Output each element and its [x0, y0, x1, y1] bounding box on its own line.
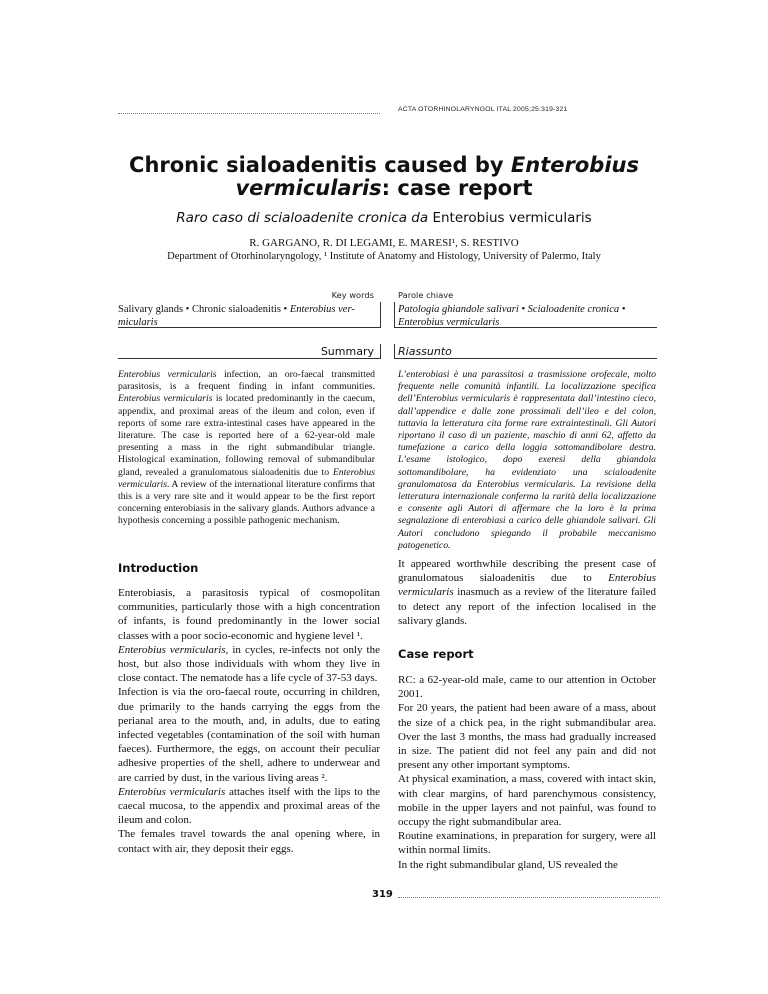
- riassunto-underline: [394, 358, 657, 359]
- case-report-paragraph: For 20 years, the patient had been aware of a mass, about the size of a chick pea, in the right submandibular area. Over the last 3 months, the mass had gradually increased in size. The patient did not feel any pain and did not present any other important symptoms.: [398, 702, 656, 772]
- article-title: Chronic sialoadenitis caused by Enterobius vermicularis: case report: [129, 153, 639, 200]
- summary-bracket: [380, 344, 381, 359]
- summary-en: [118, 369, 375, 528]
- header-rule: [118, 113, 380, 114]
- footer-rule: [398, 897, 660, 898]
- affiliation: Department of Otorhinolaryngology, ¹ Institute of Anatomy and Histology, University of Palermo, Italy: [167, 251, 601, 262]
- page-number: 319: [372, 889, 393, 900]
- summary-underline: [118, 358, 381, 359]
- summary-label: Summary: [320, 345, 374, 358]
- journal-reference: ACTA OTORHINOLARYNGOL ITAL 2005;25:319-321: [398, 106, 568, 113]
- riassunto-label: Riassunto: [398, 345, 452, 358]
- summary-en-seg: Enterobius vermicularis infection, an oro-faecal transmitted parasitosis, is a frequent finding in infant communities. Enterobius vermicularis is located predominantly in the caecum, appendix, and proximal areas of the ileum and colon, even if reports of some rare extra-intestinal cases have appeared in the literature. The case is reported here of a 62-year-old male presenting a mass in the right submandibular triangle. Histological examination, following removal of submandibular gland, revealed a granulomatous sialoadenitis due to Enterobius vermicularis. A review of the international literature confirms that this is a very rare site and it would appear to be the first report concerning enterobiasis in the salivary glands. Authors advance a hypothesis concerning a possible pathogenic mechanism.: [118, 369, 375, 527]
- keywords-en: Salivary glands • Chronic sialoadenitis • Enterobius ver- micularis: [118, 304, 355, 328]
- authors: R. GARGANO, R. DI LEGAMI, E. MARESI¹, S. RESTIVO: [249, 237, 519, 249]
- introduction-paragraph: Enterobius vermicularis attaches itself with the lips to the caecal mucosa, to the appendix and proximal areas of the ileum and colon.: [118, 785, 380, 827]
- introduction-body: [118, 586, 380, 856]
- introduction-paragraph: Infection is via the oro-faecal route, occurring in children, due primarily to the hands carrying the eggs from the perianal area to the mouth, and, in adults, due to eating infected vegetables (contamination of the soil with human faeces). Furthermore, the eggs, on account their peculiar adhesive properties of the shell, adhere to underwear and are carried by dust, in the various living areas ².: [118, 686, 380, 784]
- keywords-it: Patologia ghiandole salivari • Scialoadenite cronica • Enterobius vermicularis: [398, 304, 626, 328]
- case-report-body: [398, 673, 656, 872]
- introduction-paragraph: Enterobius vermicularis, in cycles, re-infects not only the host, but also those individuals with whom they live in close contact. The nematode has a life cycle of 37-53 days.: [118, 643, 380, 685]
- keywords-label-en: Key words: [331, 290, 374, 300]
- riassunto-bracket: [394, 344, 395, 359]
- summary-it: L’enterobiasi è una parassitosi a trasmissione orofecale, molto frequente nelle comunità infantili. La localizzazione specifica dell’Enterobius vermicularis è rappresentata dall’intestino cieco, dall’appendice e dalle zone prossimali dell’ileo e del colon, tuttavia la letteratura cita forme rare extraintestinali. Gli Autori riportano il caso di un paziente, maschio di anni 62, affetto da tumefazione a carico della loggia sottomandibolare destra. L’esame istologico, dopo exeresi della ghiandola sottomandibolare, ha evidenziato una scialoadenite granulomatosa da Enterobius vermicularis. La revisione della letteratura internazionale conferma la rarità della localizzazione e consente agli Autori di affermare che la loro è la prima segnalazione di enterobiasi a carico delle ghiandole salivari. Gli Autori concludono spiegando il probabile meccanismo patogenetico.: [398, 369, 656, 551]
- introduction-paragraph: The females travel towards the anal opening where, in contact with air, they deposit their eggs.: [118, 828, 380, 855]
- case-report-paragraph: At physical examination, a mass, covered with intact skin, with clear margins, of hard parenchymous consistency, mobile in the upper layers and not painful, was found to occupy the right submandibular area.: [398, 773, 656, 829]
- introduction-heading: Introduction: [118, 561, 199, 575]
- article-subtitle: Raro caso di scialoadenite cronica da Enterobius vermicularis: [176, 210, 592, 226]
- case-report-heading: Case report: [398, 647, 474, 661]
- keywords-label-it: Parole chiave: [398, 290, 454, 300]
- case-report-paragraph: In the right submandibular gland, US revealed the: [398, 858, 618, 871]
- right-intro-paragraph: It appeared worthwhile describing the present case of granulomatous sialoadenitis due to Enterobius vermicularis inasmuch as a review of the literature failed to detect any report of the infection localised in the salivary glands.: [398, 558, 656, 627]
- introduction-paragraph: Enterobiasis, a parasitosis typical of cosmopolitan communities, particularly those with a high concentration of infants, is found predominantly in the lower social classes with a poor socio-economic and hygiene level ¹.: [118, 587, 380, 642]
- case-report-paragraph: Routine examinations, in preparation for surgery, were all within normal limits.: [398, 830, 656, 857]
- case-report-paragraph: RC: a 62-year-old male, came to our attention in October 2001.: [398, 674, 656, 701]
